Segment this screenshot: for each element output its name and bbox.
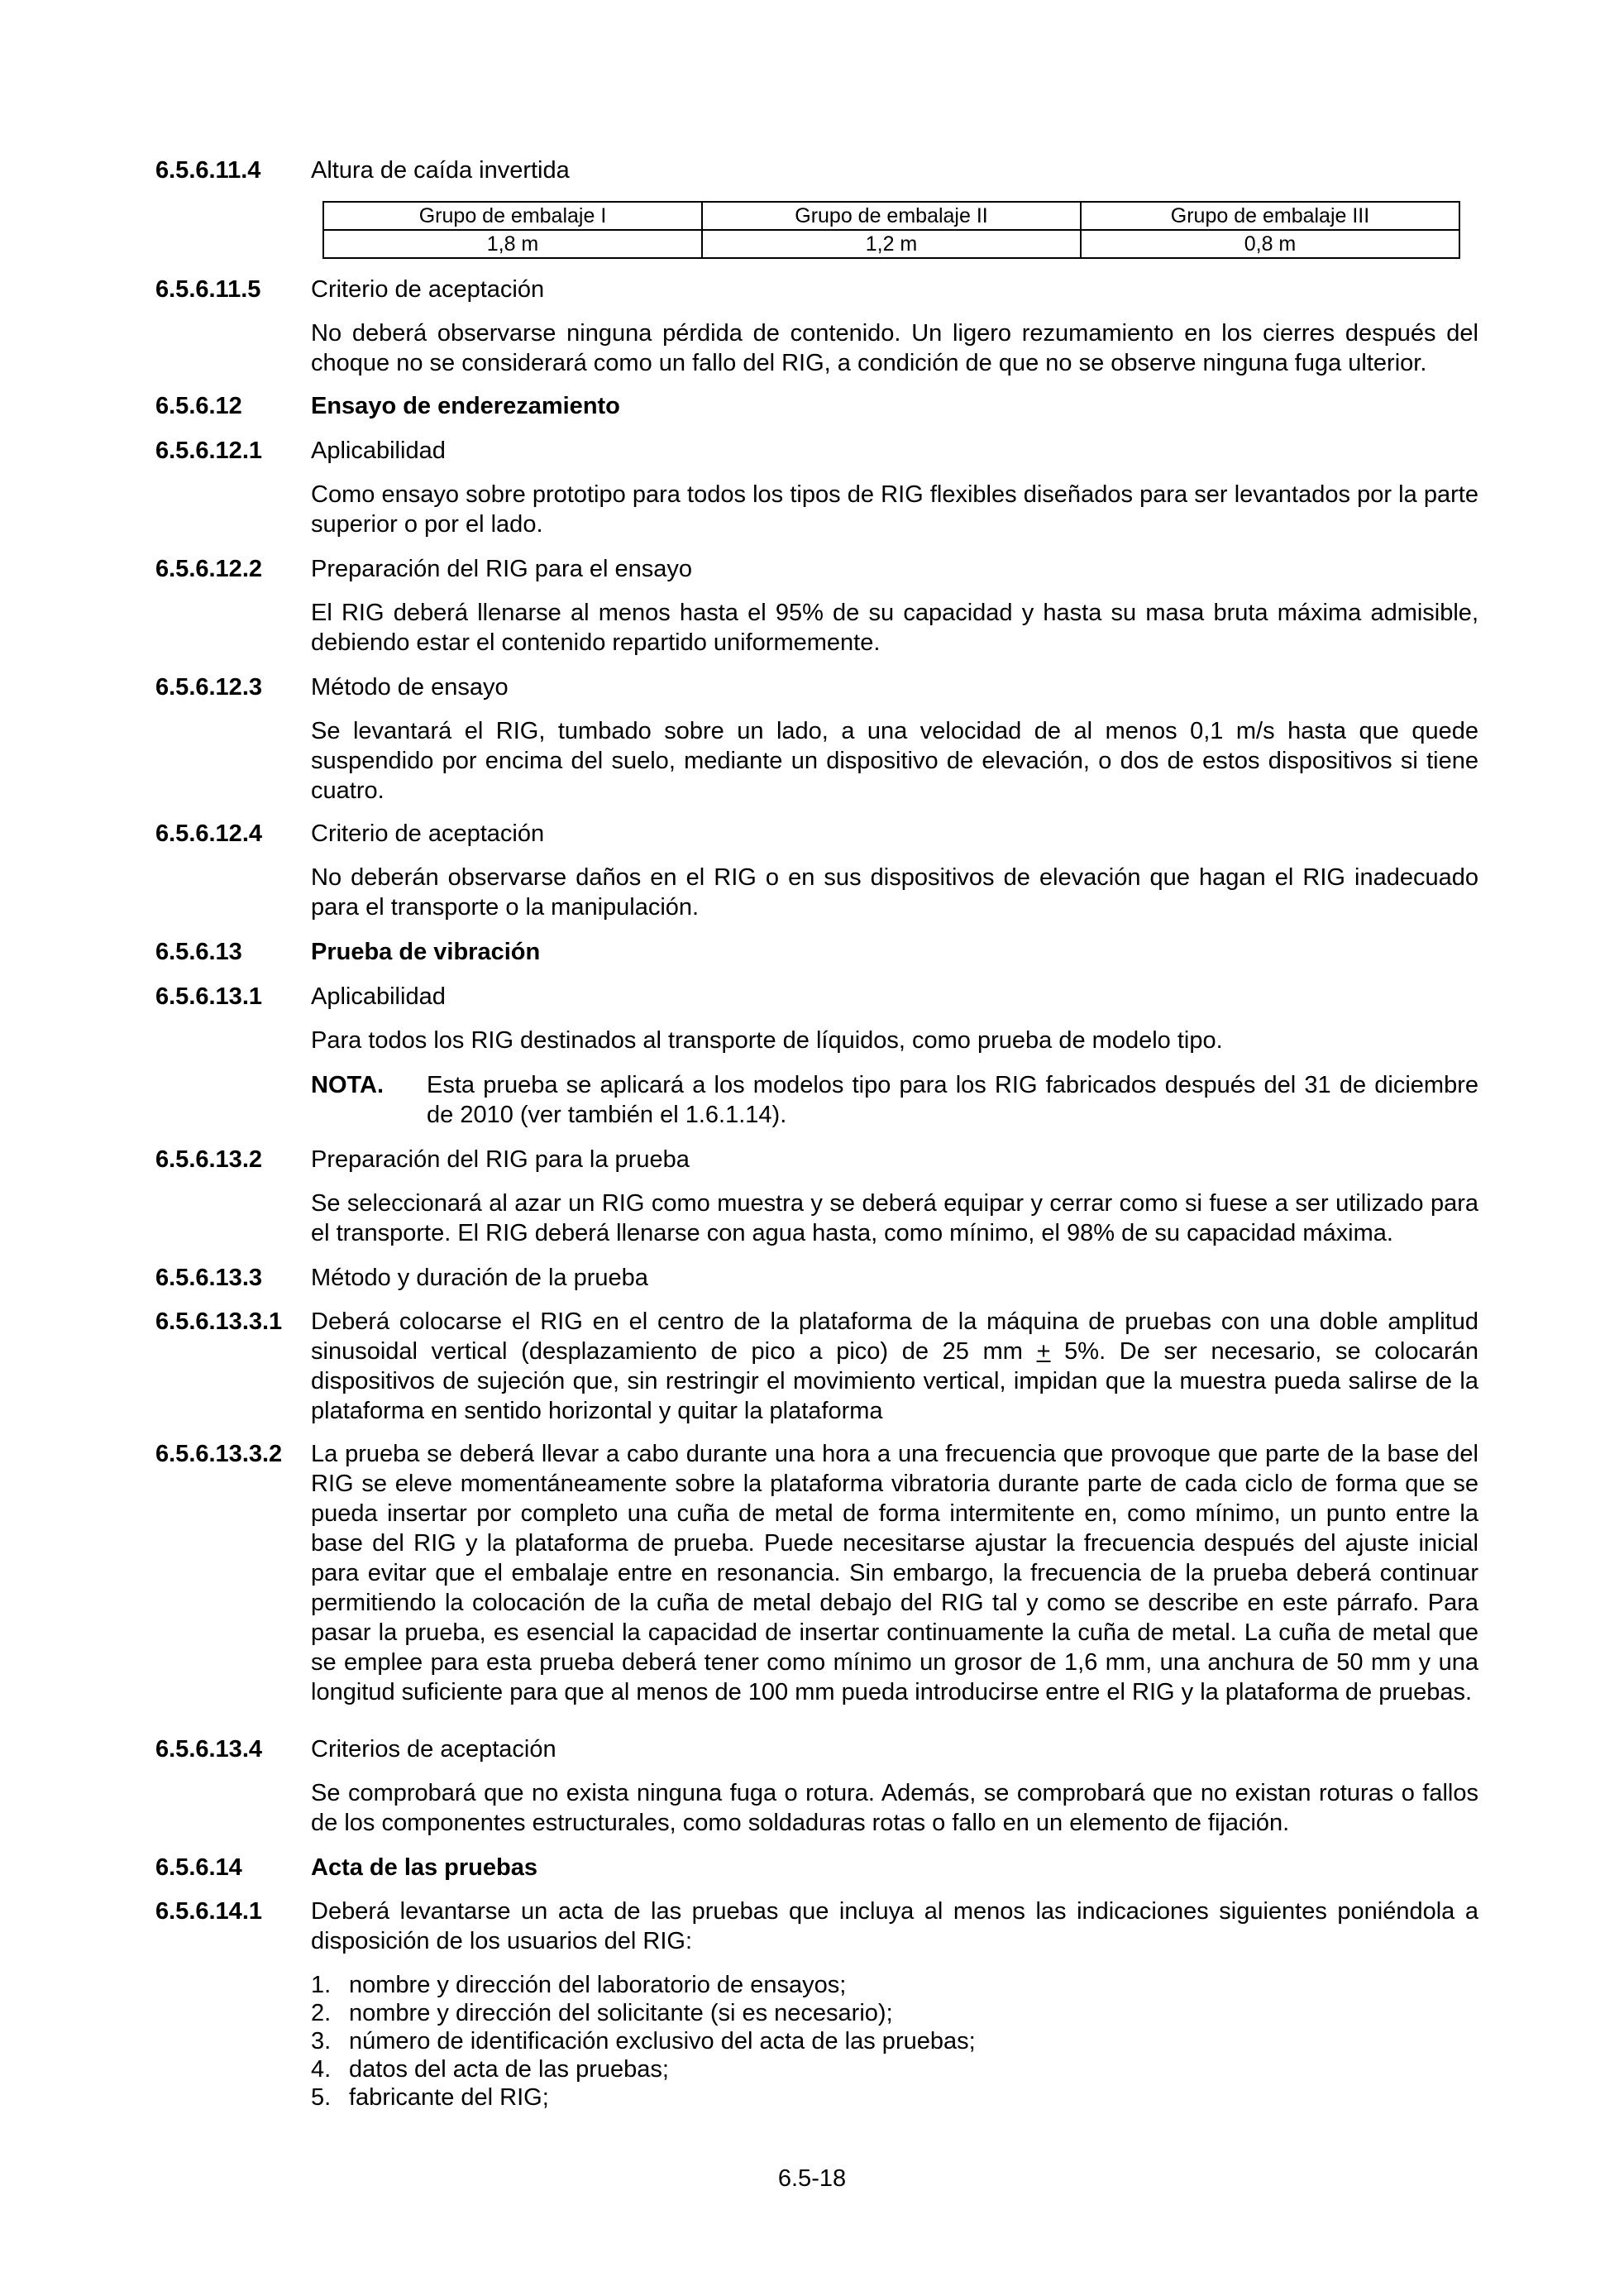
section-title: Preparación del RIG para el ensayo <box>311 556 693 582</box>
section-title: Aplicabilidad <box>311 983 446 1010</box>
list-item <box>311 1999 1478 2027</box>
list-item <box>311 2055 1478 2083</box>
section-number: 6.5.6.12.4 <box>155 820 262 847</box>
table-header-cell: Grupo de embalaje I <box>323 202 702 230</box>
paragraph <box>311 1307 1478 1426</box>
paragraph: Se levantará el RIG, tumbado sobre un lado, a una velocidad de al menos 0,1 m/s hasta que quede suspendido por encima del suelo, mediante un dispositivo de elevación, o dos de estos dispositivos si tiene cuatro. <box>311 718 1478 804</box>
section-title: Altura de caída invertida <box>311 157 570 184</box>
list-item <box>311 1971 1478 1999</box>
paragraph: Se seleccionará al azar un RIG como muestra y se deberá equipar y cerrar como si fuese a ser utilizado para el transporte. El RIG deberá llenarse con agua hasta, como mínimo, el 98% de su capacidad máxima. <box>311 1190 1478 1246</box>
section-number: 6.5.6.13.3 <box>155 1265 262 1291</box>
section-number: 6.5.6.12.3 <box>155 674 262 701</box>
list-item-number: 5. <box>311 2084 332 2111</box>
section-title: Aplicabilidad <box>311 438 446 464</box>
list-item-text: número de identificación exclusivo del acta de las pruebas; <box>349 2028 976 2054</box>
section-number: 6.5.6.13 <box>155 939 242 965</box>
list-item-number: 1. <box>311 1972 332 1998</box>
section-number: 6.5.6.13.3.1 <box>155 1308 283 1335</box>
list-item-number: 3. <box>311 2028 332 2054</box>
table-header-row <box>323 202 1459 230</box>
list-item-text: nombre y dirección del solicitante (si es necesario); <box>349 2000 893 2026</box>
paragraph: No deberán observarse daños en el RIG o en sus dispositivos de elevación que hagan el RIG inadecuado para el transporte o la manipulación. <box>311 864 1478 921</box>
section-title: Criterio de aceptación <box>311 276 545 303</box>
list-item-text: datos del acta de las pruebas; <box>349 2056 669 2083</box>
section-number: 6.5.6.11.4 <box>155 157 261 184</box>
section-title: Método de ensayo <box>311 674 509 701</box>
section-title: Criterios de aceptación <box>311 1736 556 1763</box>
section-number: 6.5.6.13.1 <box>155 983 262 1010</box>
paragraph: Deberá levantarse un acta de las pruebas que incluya al menos las indicaciones siguientes poniéndola a disposición de los usuarios del RIG: <box>311 1898 1478 1954</box>
table-row <box>323 230 1459 258</box>
note-text: Esta prueba se aplicará a los modelos tipo para los RIG fabricados después del 31 de diciembre de 2010 (ver también el 1.6.1.14). <box>427 1072 1478 1128</box>
paragraph: Para todos los RIG destinados al transporte de líquidos, como prueba de modelo tipo. <box>311 1027 1223 1054</box>
section-number: 6.5.6.12.1 <box>155 438 262 464</box>
page-number: 6.5-18 <box>777 2165 847 2192</box>
section-number: 6.5.6.12.2 <box>155 556 262 582</box>
table-header-cell: Grupo de embalaje II <box>702 202 1081 230</box>
report-items-list <box>311 1971 1478 2112</box>
list-item-number: 4. <box>311 2056 332 2083</box>
paragraph: Como ensayo sobre prototipo para todos los tipos de RIG flexibles diseñados para ser levantados por la parte superior o por el lado. <box>311 481 1478 538</box>
section-title: Preparación del RIG para la prueba <box>311 1146 690 1173</box>
paragraph: No deberá observarse ninguna pérdida de contenido. Un ligero rezumamiento en los cierres después del choque no se considerará como un fallo del RIG, a condición de que no se observe ninguna fuga ulterior. <box>311 320 1478 376</box>
section-heading: Ensayo de enderezamiento <box>311 393 620 419</box>
section-number: 6.5.6.11.5 <box>155 276 261 303</box>
table-cell: 1,8 m <box>323 230 702 258</box>
list-item <box>311 2083 1478 2112</box>
table-cell: 1,2 m <box>702 230 1081 258</box>
section-title: Criterio de aceptación <box>311 820 545 847</box>
table-cell: 0,8 m <box>1081 230 1459 258</box>
section-heading: Prueba de vibración <box>311 939 541 965</box>
section-number: 6.5.6.14.1 <box>155 1898 262 1925</box>
section-number: 6.5.6.12 <box>155 393 242 419</box>
list-item <box>311 2027 1478 2055</box>
section-title: Método y duración de la prueba <box>311 1265 648 1291</box>
paragraph: El RIG deberá llenarse al menos hasta el 95% de su capacidad y hasta su masa bruta máxima admisible, debiendo estar el contenido repartido uniformemente. <box>311 600 1478 656</box>
paragraph: La prueba se deberá llevar a cabo durante una hora a una frecuencia que provoque que parte de la base del RIG se eleve momentáneamente sobre la plataforma vibratoria durante parte de cada ciclo de forma que se pueda insertar por completo una cuña de metal de forma intermitente en, como mínimo, un punto entre la base del RIG y la plataforma de prueba. Puede necesitarse ajustar la frecuencia después del ajuste inicial para evitar que el embalaje entre en resonancia. Sin embargo, la frecuencia de la prueba deberá continuar permitiendo la colocación de la cuña de metal debajo del RIG tal y como se describe en este párrafo. Para pasar la prueba, es esencial la capacidad de insertar continuamente la cuña de metal. La cuña de metal que se emplee para esta prueba deberá tener como mínimo un grosor de 1,6 mm, una anchura de 50 mm y una longitud suficiente para que al menos de 100 mm pueda introducirse entre el RIG y la plataforma de pruebas. <box>311 1441 1478 1705</box>
section-number: 6.5.6.13.3.2 <box>155 1441 283 1467</box>
plus-minus-sign: + <box>1036 1338 1051 1365</box>
list-item-number: 2. <box>311 2000 332 2026</box>
paragraph: Se comprobará que no exista ninguna fuga o rotura. Además, se comprobará que no existan roturas o fallos de los componentes estructurales, como soldaduras rotas o fallo en un elemento de fijación. <box>311 1780 1478 1836</box>
paragraph-text: Deberá colocarse el RIG en el centro de la plataforma de la máquina de pruebas con una doble amplitud sinusoidal vertical (desplazamiento de pico a pico) de 25 mm <box>311 1308 1478 1365</box>
section-number: 6.5.6.13.2 <box>155 1146 262 1173</box>
section-heading: Acta de las pruebas <box>311 1854 537 1881</box>
note-label: NOTA. <box>311 1072 385 1098</box>
drop-height-table <box>322 201 1460 259</box>
table-header-cell: Grupo de embalaje III <box>1081 202 1459 230</box>
section-number: 6.5.6.14 <box>155 1854 242 1881</box>
list-item-text: nombre y dirección del laboratorio de ensayos; <box>349 1972 847 1998</box>
paragraph-text: 5%. De ser necesario, se colocarán dispositivos de sujeción que, sin restringir el movimiento vertical, impidan que la muestra pueda salirse de la plataforma en sentido horizontal y quitar la plataforma <box>311 1338 1478 1424</box>
section-number: 6.5.6.13.4 <box>155 1736 262 1763</box>
list-item-text: fabricante del RIG; <box>349 2084 549 2111</box>
